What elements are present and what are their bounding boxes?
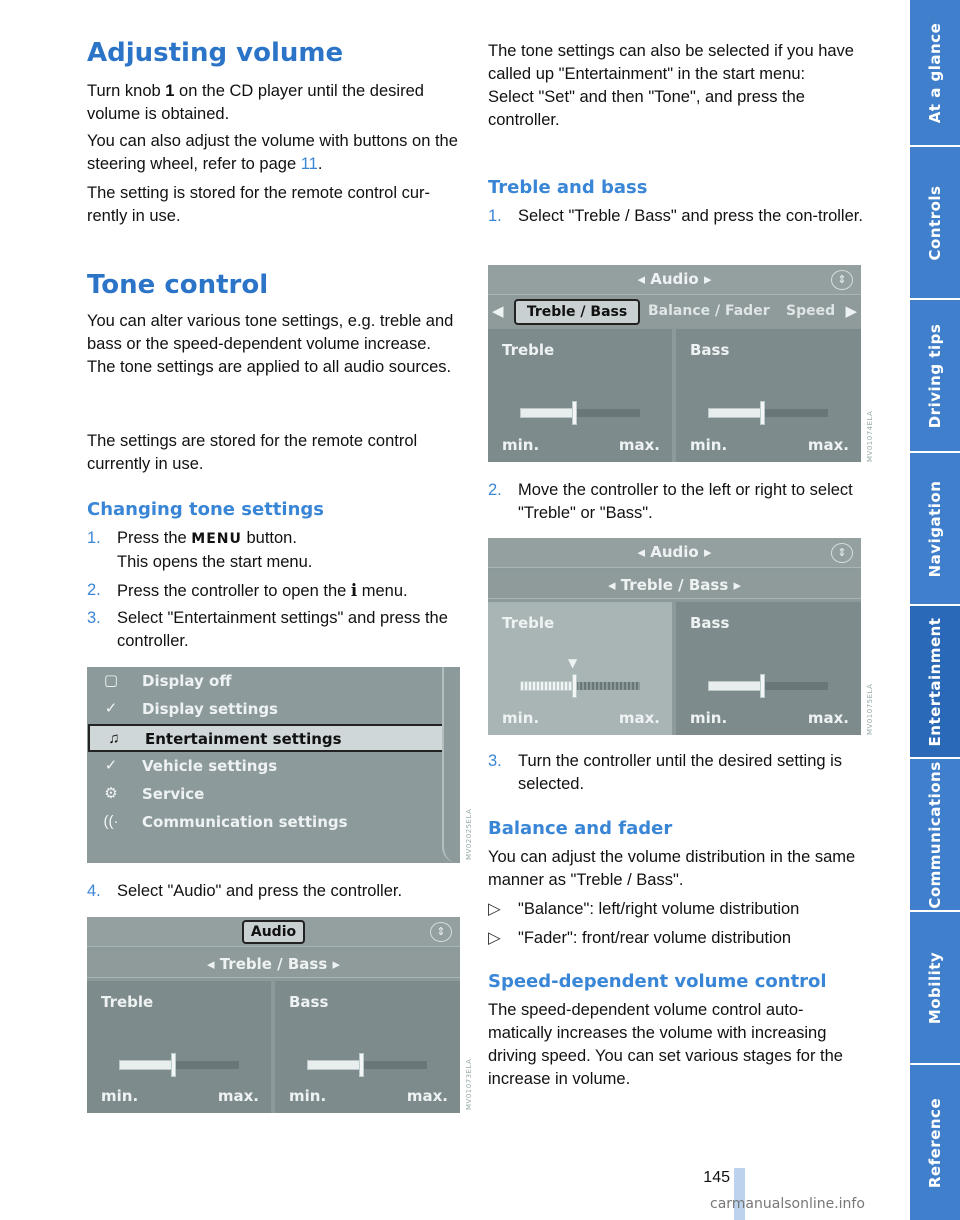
bass-slider-knob [359, 1053, 364, 1077]
bass-panel: Bass min. max. [275, 981, 460, 1113]
audio-title-bar [87, 917, 460, 947]
tab-at-a-glance[interactable]: At a glance [910, 0, 960, 147]
treble-panel: Treble min. max. [87, 981, 271, 1113]
tone-paragraph-1: You can alter various tone settings, e.g. treble and bass or the speed-dependent volume increase. The tone settings are applied to all audio sources. [87, 312, 454, 376]
chapter-tabs [910, 0, 960, 1220]
tab-communications[interactable]: Communications [910, 759, 960, 912]
tb-step-3: 3. Turn the controller until the desired setting is selected. [488, 752, 843, 793]
changing-tone-heading: Changing tone settings [87, 499, 324, 520]
step-3: 3. Select "Entertainment settings" and press the controller. [87, 609, 448, 650]
info-icon: i [350, 581, 358, 600]
tab-left-arrow-icon: ◀ [492, 302, 504, 320]
scroll-updown-icon: ⇕ [831, 543, 853, 563]
treble-bass-sub-bar: ◂ Treble / Bass ▸ [488, 571, 861, 599]
entertainment-paragraph: The tone settings can also be selected if you have called up "Entertainment" in the start menu: Select "Set" and then "Tone", and press the controller. [488, 42, 854, 129]
tab-speed: Speed [786, 303, 836, 319]
bullet-fader: ▷ "Fader": front/rear volume distribution [488, 929, 792, 947]
treble-slider-knob [572, 401, 577, 425]
audio-top-bar: ◂ Audio ▸ ⇕ [488, 538, 861, 568]
treble-slider [520, 681, 574, 691]
treble-panel-highlighted: Treble ▼ min. max. [488, 602, 672, 735]
tab-bar [488, 297, 861, 327]
tb-step-2: 2. Move the controller to the left or right to select "Treble" or "Bass". [488, 481, 853, 522]
treble-selected-screenshot [488, 538, 861, 735]
bass-slider-knob [760, 674, 765, 698]
speed-volume-heading: Speed-dependent volume control [488, 971, 827, 992]
tab-balance-fader: Balance / Fader [648, 303, 770, 319]
tab-entertainment[interactable]: Entertainment [910, 606, 960, 759]
menu-item-display-settings: ✓ Display settings [87, 696, 444, 724]
adjusting-paragraph-1: Turn knob 1 on the CD player until the desired volume is obtained. [87, 82, 424, 123]
menu-item-entertainment-settings: ♫ Entertainment settings [88, 724, 444, 752]
page-bar [734, 1168, 745, 1220]
entertainment-icon: ♫ [108, 730, 120, 747]
page-link[interactable]: 11 [300, 155, 318, 173]
treble-bass-tab-screenshot [488, 265, 861, 462]
menu-item-display-off: ▢ Display off [87, 668, 444, 696]
adjusting-volume-heading: Adjusting volume [87, 38, 344, 68]
menu-item-communication-settings: ((· Communication settings [87, 809, 444, 837]
figure-code: MV02025ELA [465, 808, 473, 860]
service-icon: ⚙ [104, 785, 118, 802]
step-4: 4. Select "Audio" and press the controller. [87, 882, 403, 900]
bass-slider-knob [760, 401, 765, 425]
footer-watermark: carmanualsonline.info [710, 1196, 865, 1212]
treble-slider [520, 408, 574, 418]
step-1: 1. Press the MENU button. This opens the start menu. [87, 529, 313, 571]
bass-slider [708, 408, 762, 418]
treble-bass-heading: Treble and bass [488, 177, 648, 198]
scroll-updown-icon: ⇕ [831, 270, 853, 290]
speed-paragraph: The speed-dependent volume control auto-matically increases the volume with increasing driving speed. You can set various stages for the increase in volume. [488, 1001, 843, 1088]
menu-button-icon: MENU [191, 531, 242, 547]
tb-step-1: 1. Select "Treble / Bass" and press the con-troller. [488, 207, 863, 225]
bass-slider [708, 681, 762, 691]
adjusting-paragraph-3: The setting is stored for the remote control cur-rently in use. [87, 184, 430, 225]
tone-paragraph-2: The settings are stored for the remote control currently in use. [87, 432, 418, 473]
tab-mobility[interactable]: Mobility [910, 912, 960, 1065]
figure-code: MV01075ELA [866, 683, 874, 735]
display-off-icon: ▢ [103, 672, 119, 689]
bass-slider [307, 1060, 361, 1070]
communication-icon: ((· [103, 813, 119, 830]
tab-navigation[interactable]: Navigation [910, 453, 960, 606]
tab-reference[interactable]: Reference [926, 1097, 944, 1188]
bass-panel: Bass min. max. [676, 602, 861, 735]
tab-controls[interactable]: Controls [910, 147, 960, 300]
balance-fader-heading: Balance and fader [488, 818, 673, 839]
audio-sub-bar: ◂ Treble / Bass ▸ [87, 950, 460, 978]
bullet-balance: ▷ "Balance": left/right volume distribution [488, 900, 800, 918]
tone-control-heading: Tone control [87, 270, 269, 300]
treble-panel: Treble min. max. [488, 329, 672, 462]
tab-treble-bass: Treble / Bass [514, 299, 640, 325]
bass-panel: Bass min. max. [676, 329, 861, 462]
display-settings-icon: ✓ [104, 700, 118, 717]
audio-menu-screenshot [87, 917, 460, 1113]
center-marker-icon: ▼ [568, 656, 578, 670]
treble-slider-knob [171, 1053, 176, 1077]
menu-scroll-arc [442, 667, 458, 863]
balance-paragraph: You can adjust the volume distribution in the same manner as "Treble / Bass". [488, 848, 856, 889]
menu-item-vehicle-settings: ✓ Vehicle settings [87, 753, 444, 781]
vehicle-icon: ✓ [104, 757, 118, 774]
treble-slider [119, 1060, 173, 1070]
page-number: 145 [703, 1169, 730, 1186]
audio-top-bar: ◂ Audio ▸ ⇕ [488, 265, 861, 295]
figure-code: MV01073ELA [465, 1058, 473, 1110]
scroll-updown-icon: ⇕ [430, 922, 452, 942]
menu-item-service: ⚙ Service [87, 781, 444, 809]
adjusting-paragraph-2: You can also adjust the volume with buttons on the steering wheel, refer to page 11. [87, 132, 458, 173]
start-menu-screenshot [87, 667, 460, 863]
audio-tab: Audio [242, 920, 305, 944]
treble-slider-knob [572, 674, 577, 698]
step-2: 2. Press the controller to open the i menu. [87, 581, 408, 600]
tab-right-arrow-icon: ▶ [845, 302, 857, 320]
tab-driving-tips[interactable]: Driving tips [910, 300, 960, 453]
figure-code: MV01074ELA [866, 410, 874, 462]
